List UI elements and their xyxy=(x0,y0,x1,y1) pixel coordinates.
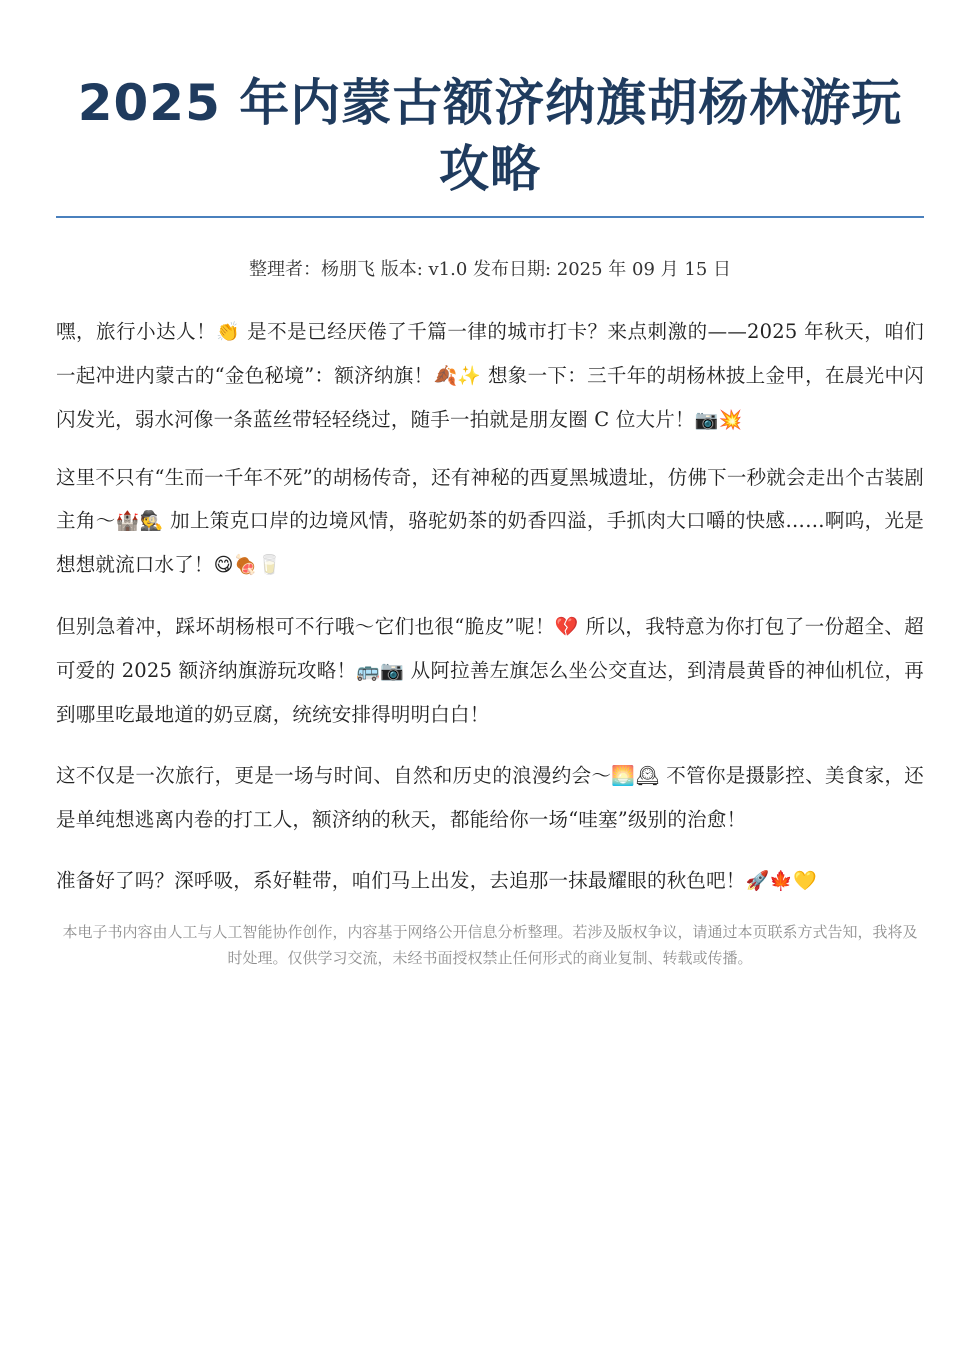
document-title: 2025 年内蒙古额济纳旗胡杨林游玩攻略 xyxy=(77,74,903,198)
paragraph-text: 从阿拉善左旗怎么坐公交直达，到清晨黄昏的神仙机位，再到哪里吃最地道的奶豆腐，统统安排得明明白白！ xyxy=(56,659,924,726)
fallen-leaf-sparkles-icon: 🍂✨ xyxy=(433,365,482,387)
paragraph-text: 是不是已经厌倦了千篇一律的城市打卡？来点刺激的——2025 年秋天，咱们一起冲进内蒙古的“金色秘境”：额济纳旗！ xyxy=(56,320,924,387)
paragraph-text: 加上策克口岸的边境风情，骆驼奶茶的奶香四溢，手抓肉大口嚼的快感……啊呜，光是想想就流口水了！ xyxy=(56,509,924,576)
paragraph-text: 这不仅是一次旅行，更是一场与时间、自然和历史的浪漫约会～ xyxy=(56,764,612,787)
paragraph-text: 嘿，旅行小达人！ xyxy=(56,320,217,343)
intro-paragraph-4 xyxy=(56,754,924,841)
intro-paragraph-3 xyxy=(56,605,924,736)
copyright-disclaimer: 本电子书内容由人工与人工智能协作创作，内容基于网络公开信息分析整理。若涉及版权争议，请通过本页联系方式告知，我将及时处理。仅供学习交流，未经书面授权禁止任何形式的商业复制、转载或传播。 xyxy=(62,923,918,967)
intro-paragraph-5 xyxy=(56,859,924,903)
bus-camera-icon: 🚌📷 xyxy=(356,660,405,682)
yum-meat-milk-icon: 😋🍖🥛 xyxy=(213,554,282,576)
paragraph-text: 不管你是摄影控、美食家，还是单纯想逃离内卷的打工人，额济纳的秋天，都能给你一场“哇塞”级别的治愈！ xyxy=(56,764,925,831)
paragraph-text: 这里不只有“生而一千年不死”的胡杨传奇，还有神秘的西夏黑城遗址，仿佛下一秒就会走出个古装剧主角～ xyxy=(56,466,924,532)
intro-paragraph-1 xyxy=(56,310,924,442)
document-page xyxy=(56,70,924,971)
paragraph-text: 但别急着冲，踩坏胡杨根可不行哦～它们也很“脆皮”呢！ xyxy=(56,615,555,638)
castle-detective-icon: 🏰🕵 xyxy=(115,510,164,532)
paragraph-text: 准备好了吗？深呼吸，系好鞋带，咱们马上出发，去追那一抹最耀眼的秋色吧！ xyxy=(56,869,746,892)
paragraph-text: 想象一下：三千年的胡杨林披上金甲，在晨光中闪闪发光，弱水河像一条蓝丝带轻轻绕过，随手一拍就是朋友圈 C 位大片！ xyxy=(56,364,924,431)
rocket-maple-heart-icon: 🚀🍁💛 xyxy=(745,870,818,892)
clapping-hands-icon: 👏 xyxy=(216,321,241,343)
document-meta: 整理者：杨朋飞 版本: v1.0 发布日期: 2025 年 09 月 15 日 xyxy=(248,259,732,280)
sunrise-clock-icon: 🌅🕰 xyxy=(611,765,660,787)
title-divider xyxy=(56,216,924,218)
paragraph-text: 所以，我特意为你打包了一份超全、超可爱的 2025 额济纳旗游玩攻略！ xyxy=(56,615,924,682)
camera-collision-icon: 📷💥 xyxy=(694,409,743,431)
broken-heart-icon: 💔 xyxy=(554,616,579,638)
intro-paragraph-2 xyxy=(56,456,924,587)
